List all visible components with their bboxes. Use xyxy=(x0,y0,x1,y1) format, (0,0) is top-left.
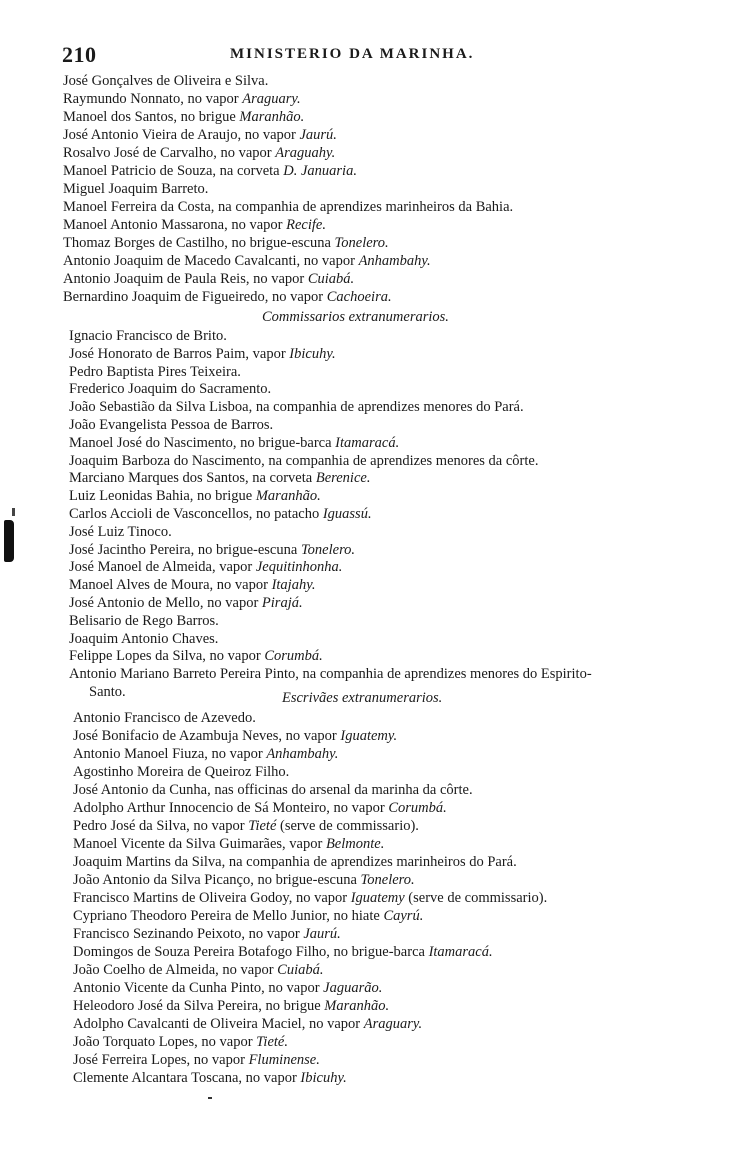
entry-text: João Torquato Lopes, no vapor xyxy=(73,1034,257,1050)
vessel-name: Recife. xyxy=(286,217,326,233)
vessel-name: Tieté. xyxy=(256,1034,288,1050)
entry-line xyxy=(69,577,315,594)
entry-text: João Evangelista Pessoa de Barros. xyxy=(69,417,274,433)
entry-line xyxy=(63,181,208,198)
entry-text: João Coelho de Almeida, no vapor xyxy=(73,962,278,978)
entry-line xyxy=(69,595,303,612)
entry-line xyxy=(73,728,397,745)
entry-line xyxy=(63,109,304,126)
vessel-name: Tonelero. xyxy=(300,541,356,558)
entry-text: Thomaz Borges de Castilho, no brigue-escuna xyxy=(63,235,335,251)
entry-text: Francisco Martins de Oliveira Godoy, no vapor xyxy=(73,890,351,906)
vessel-name: Jaurú. xyxy=(303,926,341,942)
entry-line xyxy=(73,854,517,871)
entry-text: José Luiz Tinoco. xyxy=(69,523,172,540)
vessel-name: Ibicuhy. xyxy=(289,345,336,362)
vessel-name: Pirajá. xyxy=(261,595,303,611)
entry-text: Manoel Patricio de Souza, na corveta xyxy=(63,163,284,179)
vessel-name: Anhambahy. xyxy=(266,746,339,762)
entry-line xyxy=(73,980,382,997)
entry-line xyxy=(63,271,354,288)
entry-text: Joaquim Barboza do Nascimento, na companhia de aprendizes menores da côrte. xyxy=(69,452,539,469)
entry-text: José Ferreira Lopes, no vapor xyxy=(73,1052,249,1068)
entry-text: Pedro José da Silva, no vapor xyxy=(73,818,249,834)
entry-text: Joaquim Antonio Chaves. xyxy=(69,630,219,647)
vessel-name: Araguary. xyxy=(363,1016,423,1032)
running-title: MINISTERIO DA MARINHA. xyxy=(230,46,475,62)
entry-line xyxy=(63,199,513,216)
entry-line xyxy=(63,253,431,270)
entry-line xyxy=(69,453,538,470)
entry-line xyxy=(69,381,271,398)
page-number: 210 xyxy=(62,42,97,67)
entry-text: Belisario de Rego Barros. xyxy=(69,612,219,629)
entry-text: Adolpho Cavalcanti de Oliveira Maciel, no vapor xyxy=(73,1016,364,1032)
entry-text: Carlos Accioli de Vasconcellos, no patacho xyxy=(69,506,323,522)
entry-line xyxy=(69,542,355,559)
entry-text: Antonio Joaquim de Macedo Cavalcanti, no vapor xyxy=(63,253,359,269)
vessel-name: Berenice. xyxy=(315,470,371,487)
vessel-name: Tonelero. xyxy=(334,235,389,251)
entry-line xyxy=(63,235,389,252)
scan-speck xyxy=(12,508,15,516)
entry-text: Antonio Francisco de Azevedo. xyxy=(73,710,256,726)
entry-text: Joaquim Martins da Silva, na companhia de aprendizes marinheiros do Pará. xyxy=(73,854,517,870)
entry-line xyxy=(69,435,399,452)
entry-text: José Manoel de Almeida, vapor xyxy=(69,559,256,576)
entry-line xyxy=(69,666,592,683)
entry-text: Bernardino Joaquim de Figueiredo, no vapor xyxy=(63,289,327,305)
entry-text: Felippe Lopes da Silva, no vapor xyxy=(69,648,265,665)
vessel-name: Maranhão. xyxy=(255,488,321,505)
vessel-name: Cuiabá. xyxy=(307,271,355,287)
entry-line xyxy=(63,163,357,180)
vessel-name: Itamaracá. xyxy=(428,944,493,960)
entry-text: José Antonio Vieira de Araujo, no vapor xyxy=(63,127,300,143)
entry-line xyxy=(63,73,268,90)
entry-line xyxy=(73,1016,422,1033)
entry-text: Santo. xyxy=(89,684,126,700)
scan-edge-mark xyxy=(4,520,14,562)
entry-line xyxy=(69,328,227,345)
entry-text: Heleodoro José da Silva Pereira, no brigue xyxy=(73,998,325,1014)
entry-line xyxy=(73,710,256,727)
entry-text: Manoel Ferreira da Costa, na companhia de aprendizes marinheiros da Bahia. xyxy=(63,199,514,215)
entry-text: José Jacintho Pereira, no brigue-escuna xyxy=(69,541,301,558)
entry-text: Manoel José do Nascimento, no brigue-barca xyxy=(69,434,336,451)
vessel-name: Cuiabá. xyxy=(277,962,324,978)
vessel-name: Tonelero. xyxy=(360,872,415,888)
entry-line xyxy=(69,506,372,523)
entry-text: Francisco Sezinando Peixoto, no vapor xyxy=(73,926,304,942)
entry-text: Manoel Antonio Massarona, no vapor xyxy=(63,217,287,233)
vessel-name: D. Januaria. xyxy=(283,163,357,179)
entry-text: Antonio Manoel Fiuza, no vapor xyxy=(73,746,267,762)
entry-text: João Antonio da Silva Picanço, no brigue-escuna xyxy=(73,872,361,888)
entry-line xyxy=(73,1070,347,1087)
entry-line xyxy=(73,800,447,817)
vessel-name: Corumbá. xyxy=(264,648,323,665)
entry-line xyxy=(73,872,415,889)
entry-line xyxy=(73,746,338,763)
vessel-name: Araguary. xyxy=(242,91,301,107)
vessel-name: Iguassú. xyxy=(322,506,372,522)
vessel-name: Maranhão. xyxy=(239,109,305,125)
vessel-name: Anhambahy. xyxy=(358,253,431,269)
entry-line xyxy=(73,836,384,853)
vessel-name: Fluminense. xyxy=(248,1052,320,1068)
vessel-name: Cayrú. xyxy=(383,908,424,924)
entry-text: José Honorato de Barros Paim, vapor xyxy=(69,345,290,362)
entry-text: Rosalvo José de Carvalho, no vapor xyxy=(63,145,276,161)
entry-line xyxy=(89,684,126,701)
entry-text: Cypriano Theodoro Pereira de Mello Junior, no hiate xyxy=(73,908,384,924)
entry-note: (serve de commissario). xyxy=(276,818,419,834)
entry-line xyxy=(69,648,323,665)
entry-text: João Sebastião da Silva Lisboa, na companhia de aprendizes menores do Pará. xyxy=(69,399,524,416)
entry-line xyxy=(69,613,219,630)
entry-line xyxy=(69,364,241,381)
vessel-name: Tieté xyxy=(248,818,277,834)
section-heading-commissarios: Commissarios extranumerarios. xyxy=(262,309,449,325)
entry-line xyxy=(73,818,419,835)
vessel-name: Iguatemy xyxy=(350,890,405,906)
entry-line xyxy=(73,1052,320,1069)
entry-line xyxy=(69,559,342,576)
entry-line xyxy=(73,944,493,961)
entry-line xyxy=(69,417,273,434)
entry-line xyxy=(73,908,423,925)
entry-text: Marciano Marques dos Santos, na corveta xyxy=(69,470,316,487)
entry-line xyxy=(69,631,218,648)
vessel-name: Jequitinhonha. xyxy=(255,559,343,576)
entry-text: Clemente Alcantara Toscana, no vapor xyxy=(73,1070,301,1086)
entry-text: Frederico Joaquim do Sacramento. xyxy=(69,381,272,398)
entry-text: José Antonio da Cunha, nas officinas do arsenal da marinha da côrte. xyxy=(73,782,473,798)
entry-text: Ignacio Francisco de Brito. xyxy=(69,328,227,344)
vessel-name: Corumbá. xyxy=(388,800,447,816)
entry-text: José Antonio de Mello, no vapor xyxy=(69,595,262,611)
entry-text: Agostinho Moreira de Queiroz Filho. xyxy=(73,764,290,780)
entry-text: Adolpho Arthur Innocencio de Sá Monteiro, no vapor xyxy=(73,800,389,816)
entry-line xyxy=(69,399,524,416)
entry-line xyxy=(73,782,473,799)
entry-text: Antonio Vicente da Cunha Pinto, no vapor xyxy=(73,980,324,996)
entry-line xyxy=(69,488,321,505)
entry-text: Manoel Alves de Moura, no vapor xyxy=(69,577,272,594)
section-heading-escrivaes: Escrivães extranumerarios. xyxy=(282,690,443,706)
entry-text: Antonio Joaquim de Paula Reis, no vapor xyxy=(63,271,308,287)
entry-line xyxy=(73,962,324,979)
entry-text: Antonio Mariano Barreto Pereira Pinto, na companhia de aprendizes menores do Espirito- xyxy=(69,666,592,683)
entry-line xyxy=(73,926,341,943)
vessel-name: Maranhão. xyxy=(324,998,390,1014)
entry-text: Miguel Joaquim Barreto. xyxy=(63,181,209,197)
entry-text: José Gonçalves de Oliveira e Silva. xyxy=(63,73,269,89)
vessel-name: Araguahy. xyxy=(275,145,336,161)
entry-line xyxy=(73,1034,288,1051)
entry-text: Manoel dos Santos, no brigue xyxy=(63,109,240,125)
vessel-name: Belmonte. xyxy=(325,836,385,852)
entry-text: José Bonifacio de Azambuja Neves, no vapor xyxy=(73,728,341,744)
entry-text: Luiz Leonidas Bahia, no brigue xyxy=(69,488,256,505)
vessel-name: Jaurú. xyxy=(299,127,337,143)
ink-speck xyxy=(208,1097,212,1099)
entry-line xyxy=(73,764,289,781)
entry-line xyxy=(63,289,392,306)
entry-line xyxy=(69,470,370,487)
vessel-name: Itajahy. xyxy=(271,577,316,594)
entry-text: Raymundo Nonnato, no vapor xyxy=(63,91,243,107)
page-header xyxy=(62,42,522,68)
entry-line xyxy=(63,217,326,234)
vessel-name: Iguatemy. xyxy=(340,728,398,744)
entry-line xyxy=(73,998,389,1015)
entry-line xyxy=(63,127,337,144)
entry-line xyxy=(63,91,301,108)
entry-text: Manoel Vicente da Silva Guimarães, vapor xyxy=(73,836,326,852)
entry-line xyxy=(69,524,172,541)
vessel-name: Cachoeira. xyxy=(326,289,392,305)
entry-text: Domingos de Souza Pereira Botafogo Filho, no brigue-barca xyxy=(73,944,429,960)
entry-line xyxy=(63,145,335,162)
vessel-name: Ibicuhy. xyxy=(300,1070,347,1086)
entry-line xyxy=(69,346,336,363)
vessel-name: Itamaracá. xyxy=(335,434,400,451)
entry-line xyxy=(73,890,547,907)
entry-note: (serve de commissario). xyxy=(404,890,548,906)
entry-text: Pedro Baptista Pires Teixeira. xyxy=(69,363,241,380)
vessel-name: Jaguarão. xyxy=(323,980,383,996)
